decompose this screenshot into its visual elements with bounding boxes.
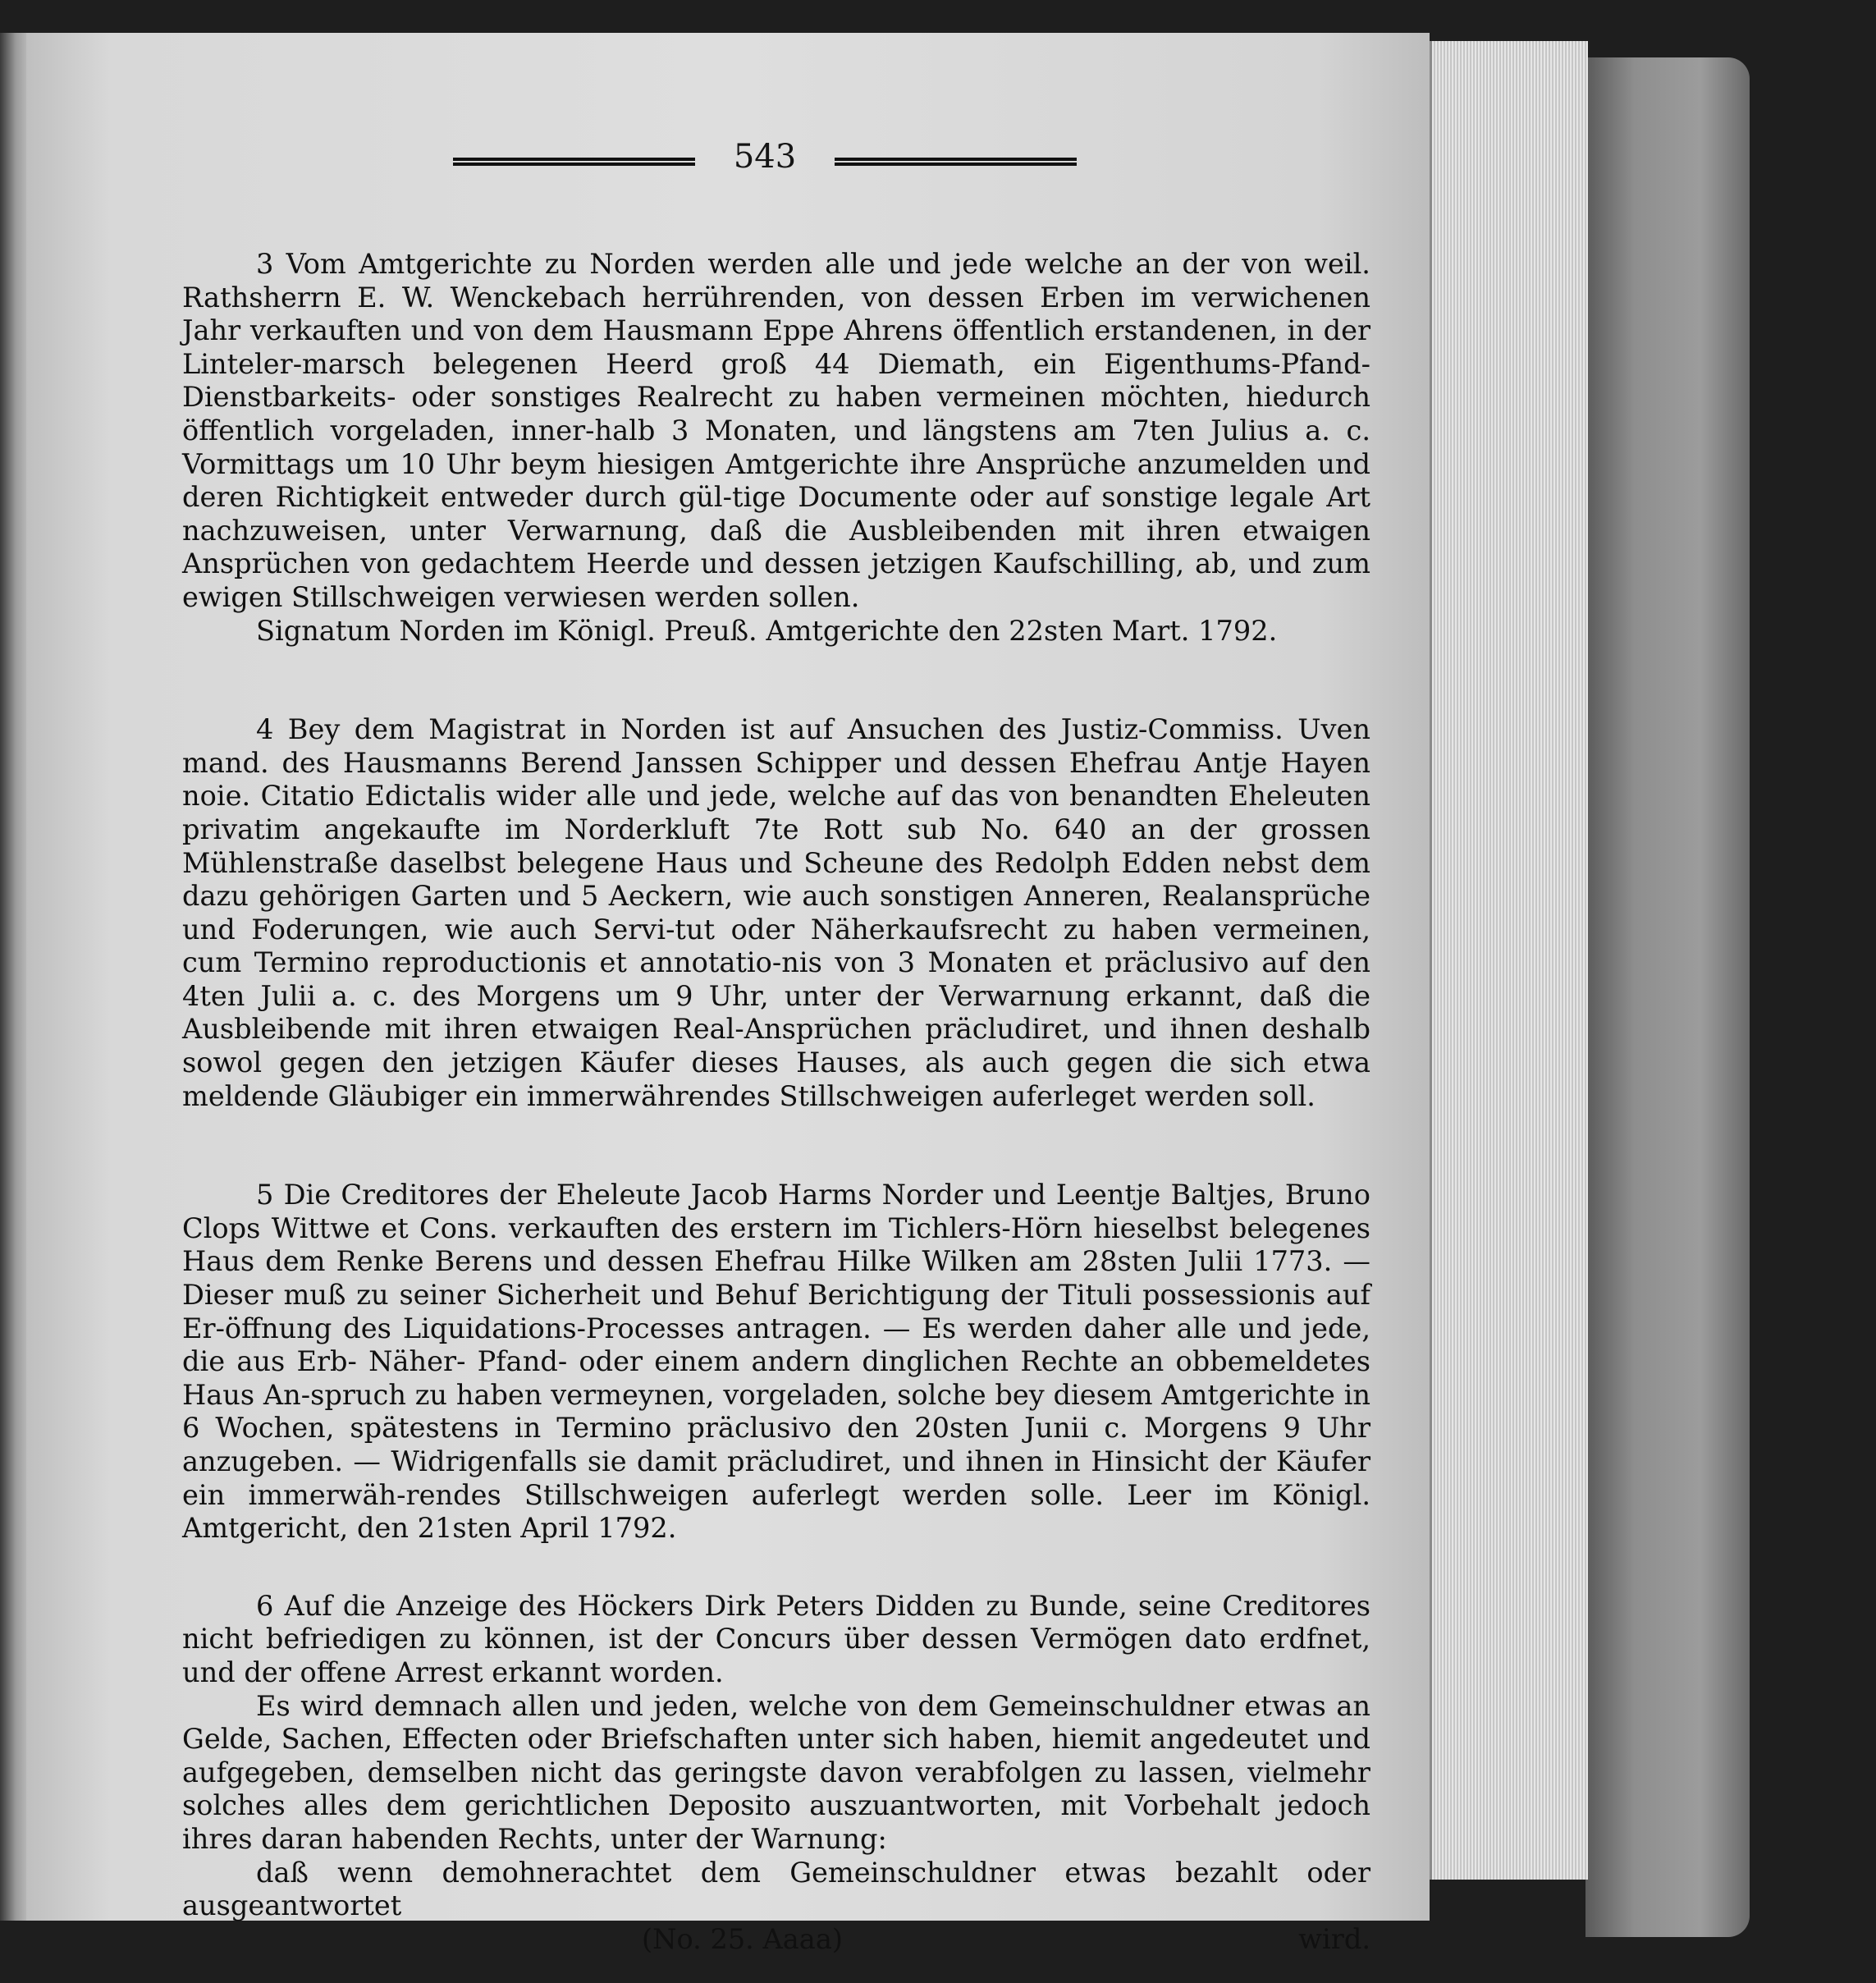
section-gap [182,1546,1370,1590]
section-gap [182,1113,1370,1179]
page-block-edges [1430,41,1588,1880]
paragraph-text: Die Creditores der Eheleute Jacob Harms Norder und Leentje Baltjes, Bruno Clops Wittwe et Cons. verkauften des erstern im Tichlers-Hörn hieselbst belegenes Haus dem Renke Berens und dessen Ehefrau Hilke Wilken am 28sten Julii 1773. — Dieser muß zu seiner Sicherheit und Behuf Berichtigung der Tituli possessionis auf Er-öffnung des Liquidations-Processes antragen. — Es werden daher alle und jede, die aus Erb- Näher- Pfand- oder einem andern dinglichen Rechte an obbemeldetes Haus An-spruch zu haben vermeynen, vorgeladen, solche bey diesem Amtgerichte in 6 Wochen, spätestens in Termino präclusivo den 20sten Junii c. Morgens 9 Uhr anzugeben. — Widrigenfalls sie damit präcludiret, und ihnen in Hinsicht der Käufer ein immerwäh-rendes Stillschweigen auferlegt werden solle. Leer im Königl. Amtgericht, den 21sten April 1792. [182,1179,1370,1545]
paragraph-text: Auf die Anzeige des Höckers Dirk Peters Didden zu Bunde, seine Creditores nicht befriedigen zu können, ist der Concurs über dessen Vermögen dato erdfnet, und der offene Arrest erkannt worden. [182,1589,1370,1688]
book-page [26,33,1430,1955]
section-5-paragraph [182,1179,1370,1546]
paragraph-text: Vom Amtgerichte zu Norden werden alle und jede welche an der von weil. Rathsherrn E. W. Wenckebach herrührenden, von dessen Erben im verwichenen Jahr verkauften und von dem Hausmann Eppe Ahrens öffentlich erstandenen, in der Linteler-marsch belegenen Heerd groß 44 Diemath, ein Eigenthums-Pfand-Dienstbarkeits- oder sonstiges Realrecht zu haben vermeinen möchten, hiedurch öffentlich vorgeladen, inner-halb 3 Monaten, und längstens am 7ten Julius a. c. Vormittags um 10 Uhr beym hiesigen Amtgerichte ihre Ansprüche anzumelden und deren Richtigkeit entweder durch gül-tige Documente oder auf sonstige legale Art nachzuweisen, unter Verwarnung, daß die Ausbleibenden mit ihren etwaigen Ansprüchen von gedachtem Heerde und dessen jetzigen Kaufschilling, ab, und zum ewigen Stillschweigen verwiesen werden sollen. [182,248,1370,613]
page-number: 543 [733,138,797,176]
section-4-paragraph [182,713,1370,1113]
page-header [453,130,1077,179]
paragraph-text: Bey dem Magistrat in Norden ist auf Ansuchen des Justiz-Commiss. Uven mand. des Hausmanns Berend Janssen Schipper und dessen Ehefrau Antje Hayen noie. Citatio Edictalis wider alle und jede, welche auf das von benandten Eheleuten privatim angekaufte im Norderkluft 7te Rott sub No. 640 an der grossen Mühlenstraße daselbst belegene Haus und Scheune des Redolph Edden nebst dem dazu gehörigen Garten und 5 Aeckern, wie auch sonstigen Anneren, Realansprüche und Foderungen, wie auch Servi-tut oder Näherkaufsrecht zu haben vermeinen, cum Termino reproductionis et annotatio-nis von 3 Monaten et präclusivo auf den 4ten Julii a. c. des Morgens um 9 Uhr, unter der Verwarnung erkannt, daß die Ausbleibende mit ihren etwaigen Real-Ansprüchen präcludiret, und ihnen deshalb sowol gegen den jetzigen Käufer dieses Hauses, als auch gegen die sich etwa meldende Gläubiger ein immerwährendes Stillschweigen auferleget werden soll. [182,713,1370,1112]
section-number: 4 [256,713,274,746]
catchword: wird. [1298,1922,1370,1955]
page-body [182,248,1370,1956]
signature-mark: (No. 25. Aaaa) [642,1922,843,1955]
section-3-paragraph [182,248,1370,615]
section-number: 3 [256,248,274,280]
section-6-paragraph-2: Es wird demnach allen und jeden, welche von dem Gemeinschuldner etwas an Gelde, Sachen, Effecten oder Briefschaften unter sich haben, hiemit angedeutet und aufgegeben, demselben nicht das geringste davon verabfolgen zu lassen, vielmehr solches alles dem gerichtlichen Deposito auszuantworten, mit Vorbehalt jedoch ihres daran habenden Rechts, unter der Warnung: [182,1689,1370,1855]
section-number: 6 [256,1589,274,1622]
section-6-paragraph [182,1590,1370,1690]
left-page-edge [0,33,26,1921]
header-rule-right [835,158,1077,166]
book-cover-edge [1585,57,1750,1937]
section-gap [182,648,1370,713]
section-number: 5 [256,1179,274,1211]
section-3-signature: Signatum Norden im Königl. Preuß. Amtgerichte den 22sten Mart. 1792. [256,614,1278,647]
section-6-paragraph-3: daß wenn demohnerachtet dem Gemeinschuldner etwas bezahlt oder ausgeantwortet [182,1856,1370,1922]
page-footer [182,1923,1370,1957]
